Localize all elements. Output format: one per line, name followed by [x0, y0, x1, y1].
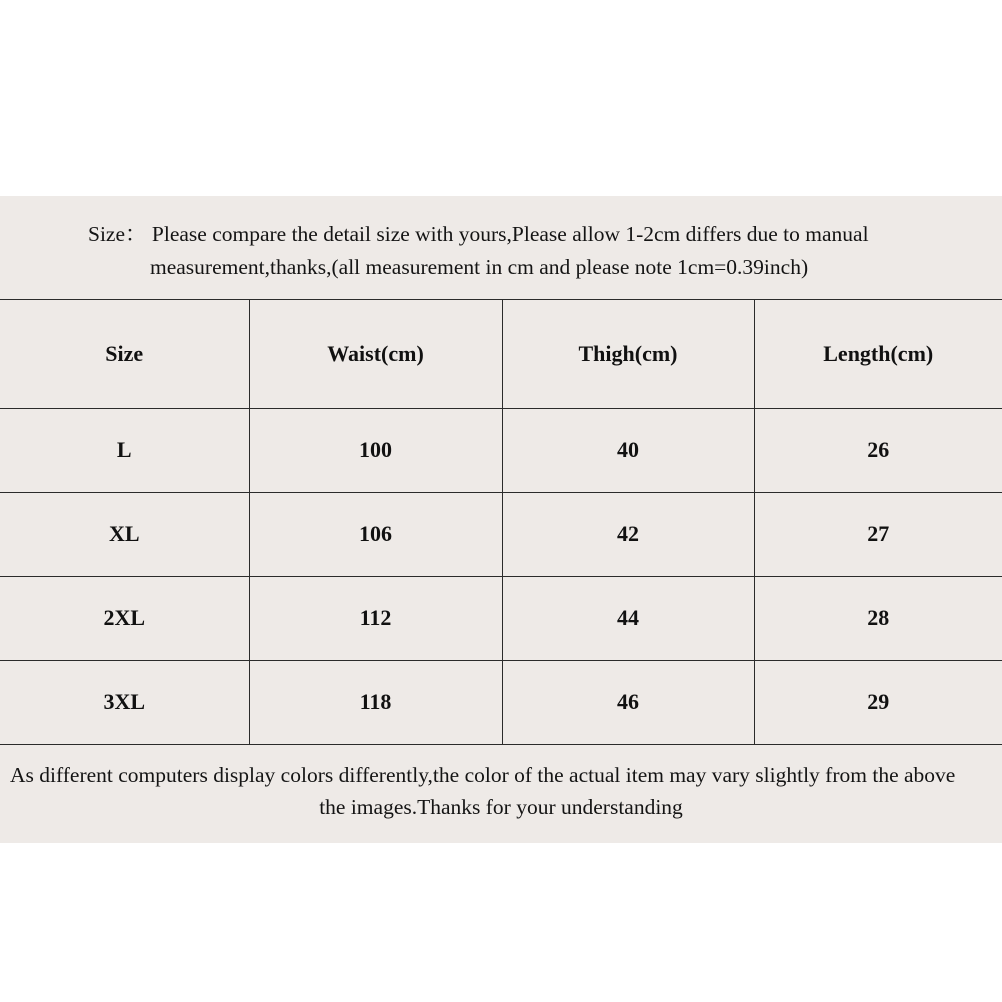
- cell-waist: 112: [249, 576, 502, 660]
- cell-thigh: 44: [502, 576, 754, 660]
- cell-length: 29: [754, 660, 1002, 744]
- cell-length: 28: [754, 576, 1002, 660]
- size-chart-block: [0, 196, 1002, 843]
- cell-length: 26: [754, 408, 1002, 492]
- cell-length: 27: [754, 492, 1002, 576]
- cell-size: 3XL: [0, 660, 249, 744]
- cell-waist: 118: [249, 660, 502, 744]
- table-row: [0, 576, 1002, 660]
- column-header-thigh: Thigh(cm): [502, 299, 754, 408]
- cell-size: 2XL: [0, 576, 249, 660]
- bottom-note: [0, 745, 1002, 844]
- cell-thigh: 42: [502, 492, 754, 576]
- cell-thigh: 46: [502, 660, 754, 744]
- cell-thigh: 40: [502, 408, 754, 492]
- top-note-line-2: measurement,thanks,(all measurement in cm and please note 1cm=0.39inch): [150, 255, 809, 280]
- column-header-size: Size: [0, 299, 249, 408]
- table-row: [0, 492, 1002, 576]
- table-row: [0, 408, 1002, 492]
- top-note-line-1: Size： Please compare the detail size with yours,Please allow 1-2cm differs due to manual: [88, 222, 869, 246]
- cell-size: L: [0, 408, 249, 492]
- table-row: [0, 660, 1002, 744]
- cell-size: XL: [0, 492, 249, 576]
- bottom-note-line-1: As different computers display colors differently,the color of the actual item may vary slightly from the above: [10, 762, 956, 787]
- bottom-note-line-2: the images.Thanks for your understanding: [319, 794, 683, 819]
- column-header-waist: Waist(cm): [249, 299, 502, 408]
- top-note: [0, 196, 1002, 299]
- table-header-row: [0, 299, 1002, 408]
- cell-waist: 106: [249, 492, 502, 576]
- column-header-length: Length(cm): [754, 299, 1002, 408]
- cell-waist: 100: [249, 408, 502, 492]
- size-table: [0, 299, 1002, 745]
